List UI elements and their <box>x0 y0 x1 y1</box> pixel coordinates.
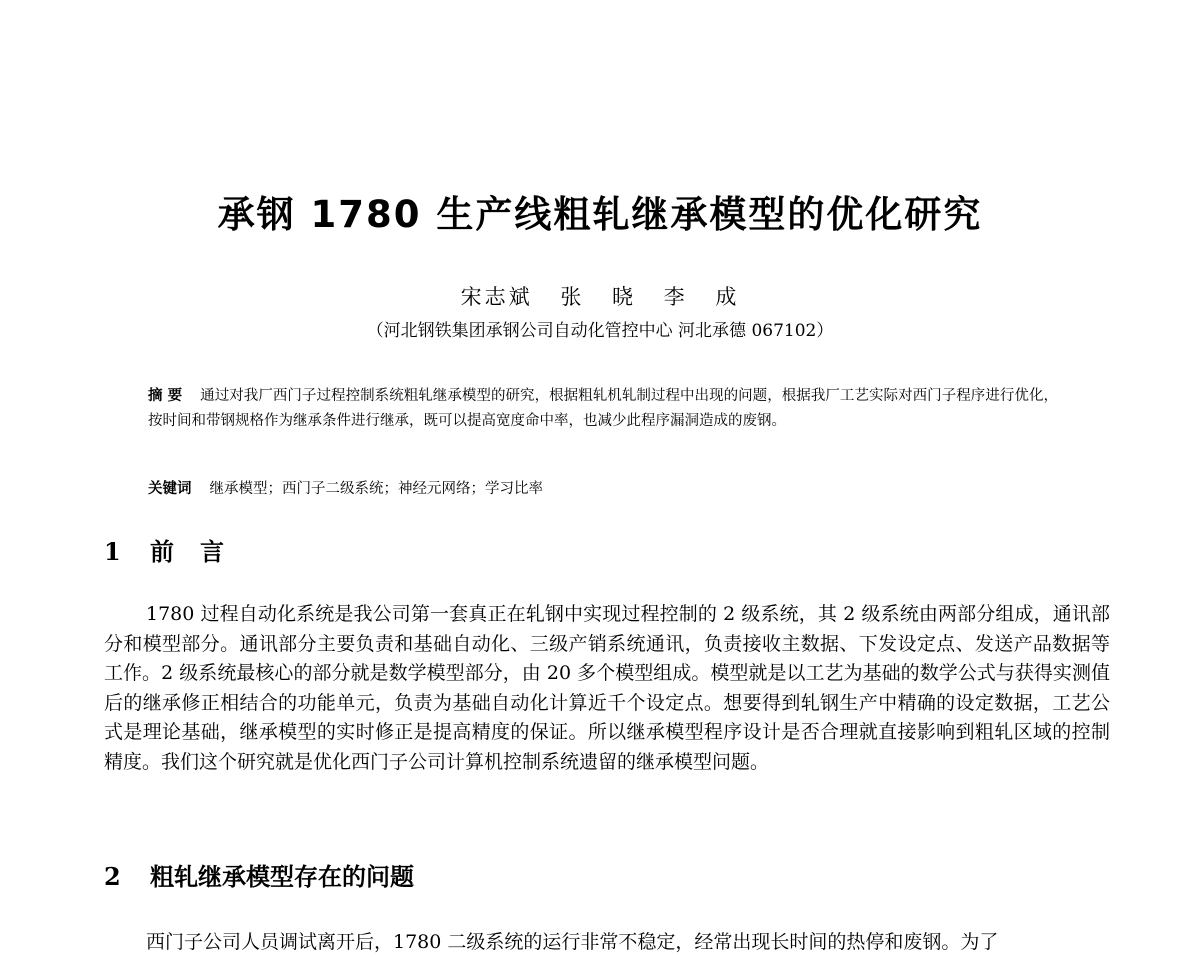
abstract-label: 摘 要 <box>148 388 183 404</box>
keywords-label: 关键词 <box>148 481 192 497</box>
paper-title: 承钢 1780 生产线粗轧继承模型的优化研究 <box>217 193 983 236</box>
author-list: 宋志斌 张 晓 李 成 <box>460 285 740 309</box>
author-affiliation: （河北钢铁集团承钢公司自动化管控中心 河北承德 067102） <box>366 321 834 341</box>
abstract-text: 通过对我厂西门子过程控制系统粗轧继承模型的研究，根据粗轧机轧制过程中出现的问题，根据我厂工艺实际对西门子程序进行优化，按时间和带钢规格作为继承条件进行继承，既可以提高宽度命中率，也减少此程序漏洞造成的废钢。 <box>148 388 1058 429</box>
keywords <box>148 477 1058 502</box>
abstract <box>148 384 1058 434</box>
problems-paragraph: 西门子公司人员调试离开后，1780 二级系统的运行非常不稳定，经常出现长时间的热停和废钢。为了 <box>146 931 999 953</box>
keywords-text: 继承模型；西门子二级系统；神经元网络；学习比率 <box>209 481 543 497</box>
introduction-paragraph: 1780 过程自动化系统是我公司第一套真正在轧钢中实现过程控制的 2 级系统，其 2 级系统由两部分组成，通讯部分和模型部分。通讯部分主要负责和基础自动化、三级产销系统通讯，负责接收主数据、下发设定点、发送产品数据等工作。2 级系统最核心的部分就是数学模型部分，由 20 多个模型组成。模型就是以工艺为基础的数学公式与获得实测值后的继承修正相结合的功能单元，负责为基础自动化计算近千个设定点。想要得到轧钢生产中精确的设定数据，工艺公式是理论基础，继承模型的实时修正是提高精度的保证。所以继承模型程序设计是否合理就直接影响到粗轧区域的控制精度。我们这个研究就是优化西门子公司计算机控制系统遗留的继承模型问题。 <box>104 603 1110 773</box>
section-number: 2 <box>104 862 121 891</box>
section-title: 前言 <box>150 538 250 566</box>
section-heading-problems <box>104 861 414 893</box>
section-title: 粗轧继承模型存在的问题 <box>150 863 414 891</box>
section-number: 1 <box>104 537 121 566</box>
section-heading-introduction <box>104 536 250 568</box>
